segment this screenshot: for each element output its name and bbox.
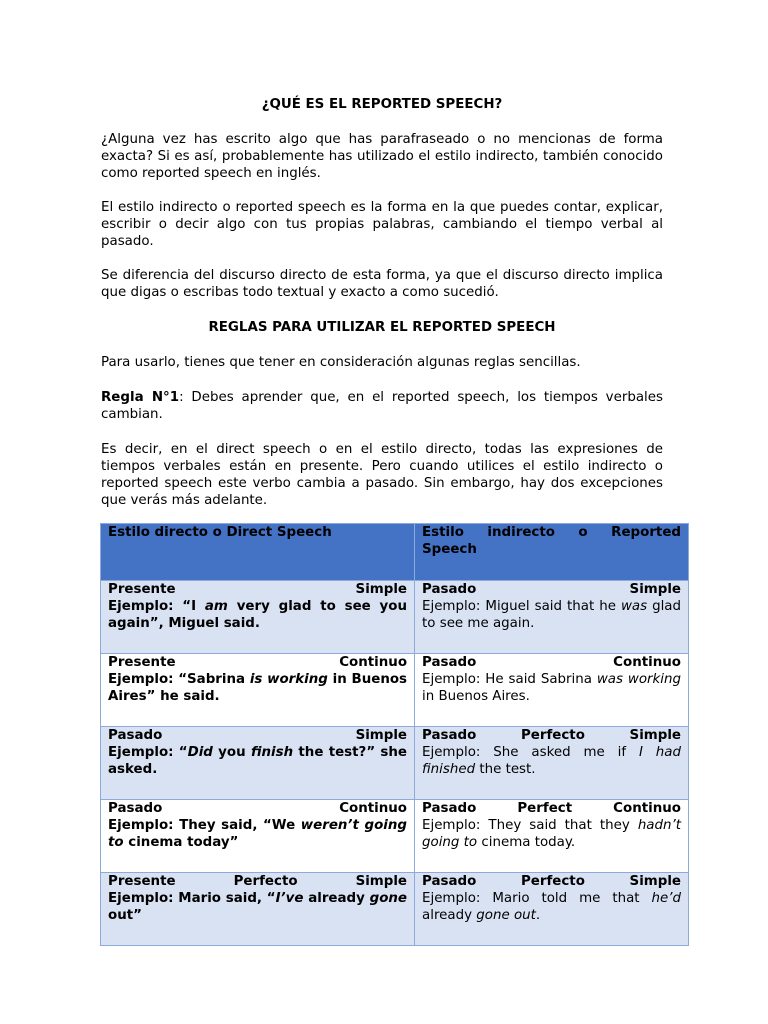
example-text [422, 745, 681, 777]
example-verb: weren’t going to [108, 818, 408, 850]
example-text [422, 891, 681, 923]
header-reported-speech: Estilo indirecto o Reported Speech [415, 524, 689, 581]
table-row [101, 727, 689, 800]
example-fragment: you [212, 745, 251, 760]
tense-label: Pasado Perfect Continuo [422, 801, 681, 816]
example-fragment: Ejemplo: Mario said, “ [108, 891, 276, 906]
example-fragment: the test. [475, 762, 536, 777]
tense-label: Presente Perfecto Simple [108, 874, 408, 889]
example-fragment: very glad to see you again”, Miguel said. [108, 599, 408, 631]
reported-speech-cell [415, 727, 689, 800]
example-verb: was working [596, 672, 681, 687]
page-title: ¿QUÉ ES EL REPORTED SPEECH? [261, 97, 503, 112]
example-text [108, 599, 407, 631]
example-verb: is working [249, 672, 328, 687]
example-fragment: in Buenos Aires” he said. [108, 672, 408, 704]
example-fragment: already [422, 908, 477, 923]
rule-one-label: Regla N°1 [101, 390, 180, 405]
example-fragment: Ejemplo: She asked me if [422, 745, 639, 760]
example-verb: hadn’t going to [422, 818, 681, 850]
rule-one-text: : Debes aprender que, en el reported speech, los tiempos verbales cambian. [101, 390, 663, 422]
paragraph-usage: Para usarlo, tienes que tener en consideración algunas reglas sencillas. [101, 355, 581, 370]
tense-label: Pasado Simple [108, 728, 408, 743]
example-text [108, 891, 407, 923]
reported-speech-cell [415, 873, 689, 946]
paragraph-explanation: Es decir, en el direct speech o en el estilo directo, todas las expresiones de tiempos verbales están en presente. Pero cuando utilices el estilo indirecto o reported speech este verbo cambia a pasado. Sin embargo, hay dos excepciones que verás más adelante. [101, 442, 663, 508]
tense-label: Pasado Perfecto Simple [422, 874, 681, 889]
paragraph-definition: El estilo indirecto o reported speech es la forma en la que puedes contar, explicar, escribir o decir algo con tus propias palabras, cambiando el tiempo verbal al pasado. [101, 200, 663, 249]
tense-label: Pasado Simple [422, 582, 681, 597]
table-row [101, 581, 689, 654]
example-fragment: cinema today. [477, 835, 576, 850]
direct-speech-cell [101, 800, 415, 873]
example-fragment: Ejemplo: “Sabrina [108, 672, 250, 687]
example-verb: Did [187, 745, 213, 760]
direct-speech-cell [101, 654, 415, 727]
table-row [101, 873, 689, 946]
reported-speech-cell [415, 581, 689, 654]
example-verb: he’d [651, 891, 681, 906]
document-body [101, 96, 663, 509]
example-fragment: in Buenos Aires. [422, 689, 530, 704]
example-text [108, 672, 407, 704]
reported-speech-cell [415, 654, 689, 727]
example-fragment: out” [108, 908, 142, 923]
tense-label: Presente Simple [108, 582, 408, 597]
example-fragment: Ejemplo: “ [108, 745, 188, 760]
header-direct-speech: Estilo directo o Direct Speech [101, 524, 415, 581]
tense-label: Pasado Continuo [422, 655, 681, 670]
rule-one [101, 389, 663, 423]
example-text [108, 818, 407, 850]
example-fragment: glad to see me again. [422, 599, 682, 631]
example-verb: finish [250, 745, 294, 760]
example-fragment: cinema today” [123, 835, 239, 850]
example-text [422, 599, 681, 631]
example-text [108, 745, 407, 777]
table-header-row [101, 524, 689, 581]
example-verb: I’ve [275, 891, 304, 906]
example-fragment: Ejemplo: “I [108, 599, 205, 614]
example-fragment: Ejemplo: Mario told me that [422, 891, 652, 906]
example-verb: I had finished [422, 745, 681, 777]
paragraph-difference: Se diferencia del discurso directo de esta forma, ya que el discurso directo implica que digas o escribas todo textual y exacto a como sucedió. [101, 268, 663, 300]
example-verb: am [204, 599, 228, 614]
speech-comparison-table [100, 523, 689, 946]
example-fragment: Ejemplo: They said that they [422, 818, 638, 833]
example-verb: was [620, 599, 648, 614]
example-text [422, 818, 681, 850]
tense-label: Pasado Continuo [108, 801, 408, 816]
reported-speech-cell [415, 800, 689, 873]
example-fragment: already [303, 891, 370, 906]
example-verb: gone out [476, 908, 536, 923]
tense-label: Pasado Perfecto Simple [422, 728, 681, 743]
direct-speech-cell [101, 581, 415, 654]
direct-speech-cell [101, 727, 415, 800]
example-text [422, 672, 681, 704]
table-row [101, 654, 689, 727]
section-heading: REGLAS PARA UTILIZAR EL REPORTED SPEECH [208, 320, 556, 335]
table-row [101, 800, 689, 873]
example-fragment: Ejemplo: He said Sabrina [422, 672, 597, 687]
example-fragment: Ejemplo: Miguel said that he [422, 599, 621, 614]
example-fragment: the test?” she asked. [108, 745, 408, 777]
example-fragment: . [535, 908, 541, 923]
direct-speech-cell [101, 873, 415, 946]
tense-label: Presente Continuo [108, 655, 408, 670]
example-fragment: Ejemplo: They said, “We [108, 818, 301, 833]
example-verb: gone [369, 891, 408, 906]
paragraph-intro: ¿Alguna vez has escrito algo que has parafraseado o no mencionas de forma exacta? Si es así, probablemente has utilizado el estilo indirecto, también conocido como reported speech en inglés. [101, 132, 663, 181]
